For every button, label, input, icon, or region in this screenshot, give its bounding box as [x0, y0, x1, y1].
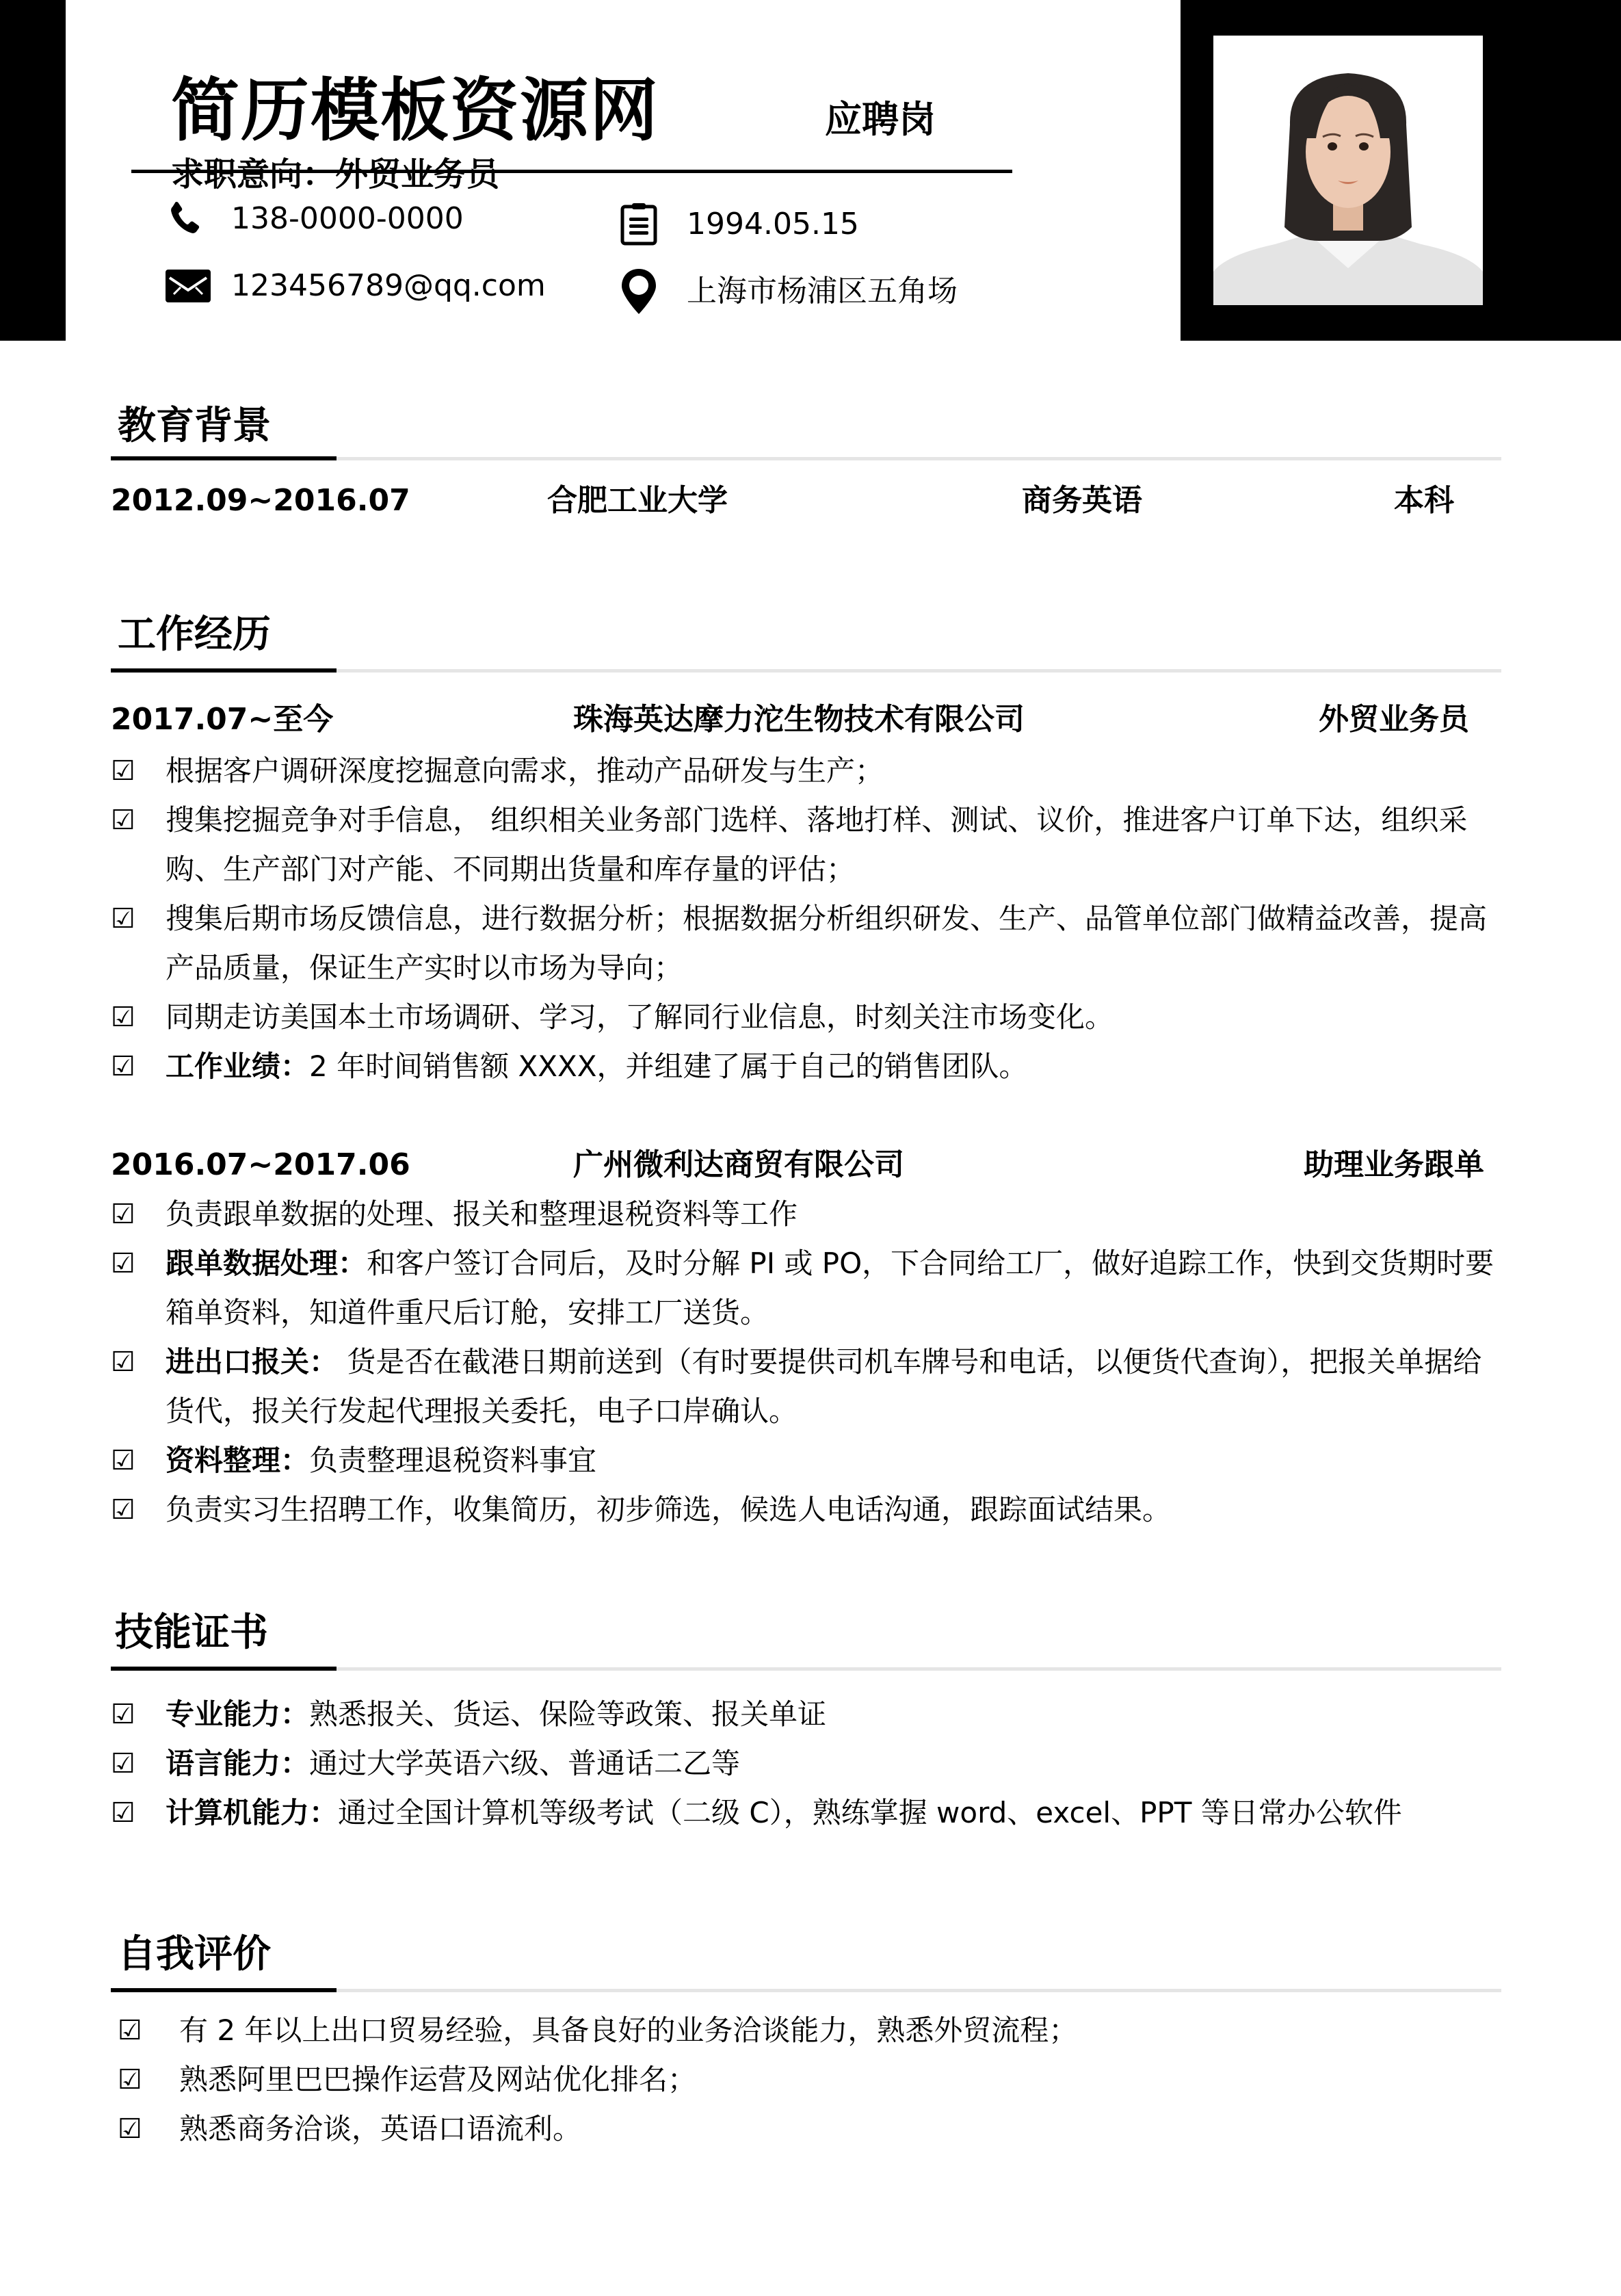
- mail-icon: [164, 265, 212, 306]
- email-address: 123456789@qq.com: [231, 268, 546, 303]
- section-title-education: 教育背景: [118, 404, 271, 448]
- checkbox-checked-icon: ☑: [111, 1199, 135, 1230]
- clipped-job-intent-text: 求职意向：外贸业务员: [171, 155, 500, 194]
- section-title-skills: 技能证书: [115, 1610, 268, 1655]
- education-major: 商务英语: [1022, 483, 1142, 518]
- job-2-bullet-2: ☑ 跟单数据处理：和客户签订合同后，及时分解 PI 或 PO，下合同给工厂，做好追踪工作，快到交货期时要箱单资料，知道件重尺后订舱，安排工厂送货。: [111, 1239, 1506, 1338]
- contact-email: [164, 265, 546, 306]
- checkbox-checked-icon: ☑: [111, 1494, 135, 1526]
- skill-item-2: ☑ 语言能力：通过大学英语六级、普通话二乙等: [111, 1739, 1506, 1788]
- phone-icon: [164, 198, 212, 239]
- section-title-work: 工作经历: [118, 612, 271, 657]
- job-2-company: 广州微利达商贸有限公司: [573, 1147, 904, 1182]
- section-divider-education: [111, 457, 1501, 460]
- education-degree: 本科: [1394, 483, 1454, 518]
- contact-phone: [164, 198, 464, 239]
- checkbox-checked-icon: ☑: [111, 1797, 135, 1829]
- self-eval-item-3: ☑ 熟悉商务洽谈，英语口语流利。: [118, 2104, 1513, 2154]
- birth-date: 1994.05.15: [687, 207, 859, 242]
- job-1-bullet-2: ☑ 搜集挖掘竞争对手信息， 组织相关业务部门选样、落地打样、测试、议价，推进客户订单下达，组织采购、生产部门对产能、不同期出货量和库存量的评估；: [111, 796, 1506, 894]
- checkbox-checked-icon: ☑: [118, 2015, 142, 2046]
- job-1-company: 珠海英达摩力沱生物技术有限公司: [573, 702, 1025, 737]
- checkbox-checked-icon: ☑: [118, 2064, 142, 2096]
- candidate-name: 简历模板资源网: [171, 70, 659, 151]
- section-divider-self-evaluation: [111, 1989, 1501, 1992]
- checkbox-checked-icon: ☑: [111, 1248, 135, 1279]
- self-eval-item-1: ☑ 有 2 年以上出口贸易经验，具备良好的业务洽谈能力，熟悉外贸流程；: [118, 2006, 1513, 2055]
- education-period: 2012.09~2016.07: [111, 483, 410, 518]
- address: 上海市杨浦区五角场: [687, 274, 958, 309]
- checkbox-checked-icon: ☑: [111, 903, 135, 935]
- contact-address: [620, 271, 958, 312]
- checkbox-checked-icon: ☑: [111, 805, 135, 836]
- section-divider-skills: [111, 1667, 1501, 1671]
- header-left-black-bar: [0, 0, 66, 341]
- section-divider-work: [111, 669, 1501, 673]
- skill-item-1: ☑ 专业能力：熟悉报关、货运、保险等政策、报关单证: [111, 1690, 1506, 1739]
- job-1-bullet-1: ☑ 根据客户调研深度挖掘意向需求，推动产品研发与生产；: [111, 746, 1506, 796]
- job-target-label: 应聘岗: [825, 98, 936, 141]
- job-1-position: 外贸业务员: [1319, 702, 1469, 737]
- job-2-bullet-3: ☑ 进出口报关： 货是否在截港日期前送到（有时要提供司机车牌号和电话，以便货代查询），把报关单据给货代，报关行发起代理报关委托，电子口岸确认。: [111, 1338, 1506, 1436]
- portrait-illustration: [1213, 36, 1483, 305]
- checkbox-checked-icon: ☑: [111, 1445, 135, 1476]
- clipboard-icon: [620, 204, 668, 245]
- job-1-bullet-3: ☑ 搜集后期市场反馈信息，进行数据分析；根据数据分析组织研发、生产、品管单位部门做精益改善，提高产品质量，保证生产实时以市场为导向；: [111, 894, 1506, 993]
- contact-birthday: [620, 204, 859, 245]
- job-2-position: 助理业务跟单: [1304, 1147, 1484, 1182]
- job-2-bullet-1: ☑ 负责跟单数据的处理、报关和整理退税资料等工作: [111, 1190, 1506, 1239]
- checkbox-checked-icon: ☑: [111, 1346, 135, 1378]
- checkbox-checked-icon: ☑: [111, 1699, 135, 1730]
- skill-item-3: ☑ 计算机能力：通过全国计算机等级考试（二级 C），熟练掌握 word、excel、PPT 等日常办公软件: [111, 1788, 1506, 1838]
- checkbox-checked-icon: ☑: [111, 755, 135, 787]
- job-1-bullet-4: ☑ 同期走访美国本土市场调研、学习，了解同行业信息，时刻关注市场变化。: [111, 993, 1506, 1042]
- checkbox-checked-icon: ☑: [118, 2113, 142, 2145]
- checkbox-checked-icon: ☑: [111, 1051, 135, 1082]
- location-pin-icon: [620, 271, 668, 312]
- job-2-bullet-5: ☑ 负责实习生招聘工作，收集简历，初步筛选，候选人电话沟通，跟踪面试结果。: [111, 1485, 1506, 1535]
- education-school: 合肥工业大学: [547, 483, 728, 518]
- job-1-period: 2017.07~至今: [111, 702, 334, 737]
- checkbox-checked-icon: ☑: [111, 1748, 135, 1779]
- job-2-bullet-4: ☑ 资料整理：负责整理退税资料事宜: [111, 1436, 1506, 1485]
- self-eval-item-2: ☑ 熟悉阿里巴巴操作运营及网站优化排名；: [118, 2055, 1513, 2104]
- job-1-bullet-5: ☑ 工作业绩：2 年时间销售额 XXXX，并组建了属于自己的销售团队。: [111, 1042, 1506, 1091]
- job-2-period: 2016.07~2017.06: [111, 1147, 410, 1182]
- checkbox-checked-icon: ☑: [111, 1002, 135, 1033]
- section-title-self-evaluation: 自我评价: [118, 1932, 271, 1977]
- profile-photo: [1213, 36, 1483, 305]
- phone-number: 138-0000-0000: [231, 201, 464, 236]
